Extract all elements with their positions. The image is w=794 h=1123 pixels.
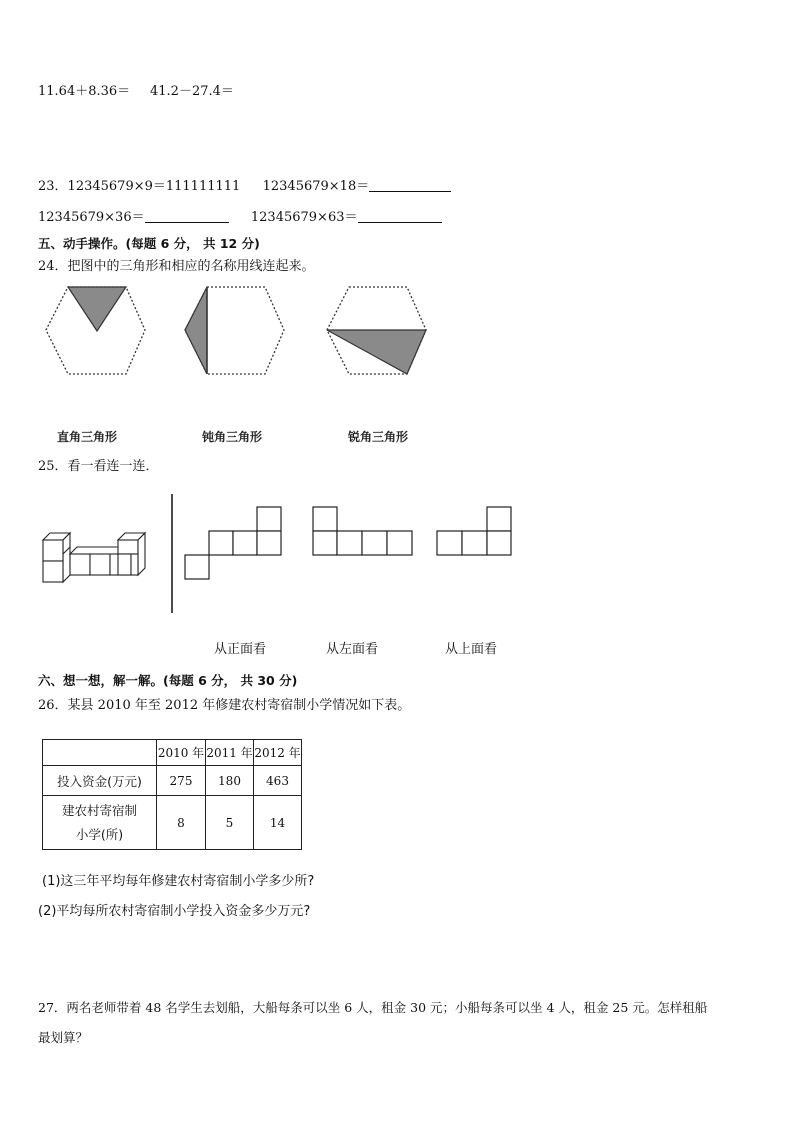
view-label-top: 从上面看	[445, 642, 498, 657]
triangle-label-obtuse: 钝角三角形	[202, 430, 263, 444]
view-shape-a	[185, 507, 281, 579]
answer-blank[interactable]	[358, 208, 442, 223]
section-heading-6: 六、想一想，解一解。(每题 6 分， 共 30 分)	[38, 673, 298, 688]
question-27-cont: 最划算？	[38, 1030, 89, 1045]
q23-item-18: 12345679×18＝	[262, 179, 370, 194]
table-cell: 5	[206, 796, 254, 850]
answer-blank[interactable]	[145, 208, 229, 223]
row-label-line: 建农村寄宿制	[61, 802, 137, 818]
question-25: 25．看一看连一连．	[38, 459, 159, 474]
q23-given: 23．12345679×9＝111111111	[38, 179, 241, 194]
triangle-label-right: 直角三角形	[57, 430, 118, 444]
table-cell: 463	[254, 766, 302, 796]
q23-line-1	[38, 177, 451, 195]
hexagon-figures	[38, 280, 438, 380]
table-cell: 180	[206, 766, 254, 796]
question-26-part-1: (1)这三年平均每年修建农村寄宿制小学多少所?	[42, 874, 315, 889]
table-header-cell: 2010 年	[157, 740, 206, 766]
table-header-row	[43, 740, 302, 766]
table-cell: 275	[157, 766, 206, 796]
table-cell: 14	[254, 796, 302, 850]
calc-line-a: 11.64＋8.36＝	[38, 84, 131, 99]
view-figures	[38, 488, 518, 618]
answer-blank[interactable]	[369, 177, 451, 192]
shaded-triangle-1	[68, 287, 126, 331]
question-26: 26．某县 2010 年至 2012 年修建农村寄宿制小学情况如下表。	[38, 698, 411, 713]
view-label-left: 从左面看	[326, 642, 379, 657]
table-header-cell: 2012 年	[254, 740, 302, 766]
shaded-triangle-3	[327, 330, 426, 374]
view-label-front: 从正面看	[214, 642, 267, 657]
question-26-part-2: (2)平均每所农村寄宿制小学投入资金多少万元?	[38, 904, 311, 919]
shaded-triangle-2	[185, 287, 207, 374]
q23-item-36: 12345679×36＝	[38, 210, 145, 225]
table-header-cell	[43, 740, 157, 766]
hexagon-2	[185, 287, 284, 374]
view-shape-b	[313, 507, 412, 555]
table-row	[43, 766, 302, 796]
view-shape-c	[437, 507, 511, 555]
q23-item-63: 12345679×63＝	[250, 210, 358, 225]
table-row-label	[43, 796, 157, 850]
row-label-line: 小学(所)	[75, 826, 124, 842]
table-row	[43, 796, 302, 850]
question-27: 27．两名老师带着 48 名学生去划船，大船每条可以坐 6 人，租金 30 元；小船每条可以坐 4 人，租金 25 元。怎样租船	[38, 1000, 708, 1015]
table-header-cell: 2011 年	[206, 740, 254, 766]
hexagon-3	[327, 287, 426, 374]
section-heading-5: 五、动手操作。(每题 6 分， 共 12 分)	[38, 236, 260, 251]
table-cell: 8	[157, 796, 206, 850]
cube-arrangement	[43, 533, 145, 582]
question-24: 24．把图中的三角形和相应的名称用线连起来。	[38, 259, 315, 274]
table-row-label: 投入资金(万元)	[43, 766, 157, 796]
q23-line-2	[38, 208, 442, 226]
triangle-label-acute: 锐角三角形	[348, 430, 409, 444]
data-table	[42, 739, 302, 850]
hexagon-1	[46, 287, 145, 374]
calc-line-b: 41.2－27.4＝	[150, 84, 234, 99]
